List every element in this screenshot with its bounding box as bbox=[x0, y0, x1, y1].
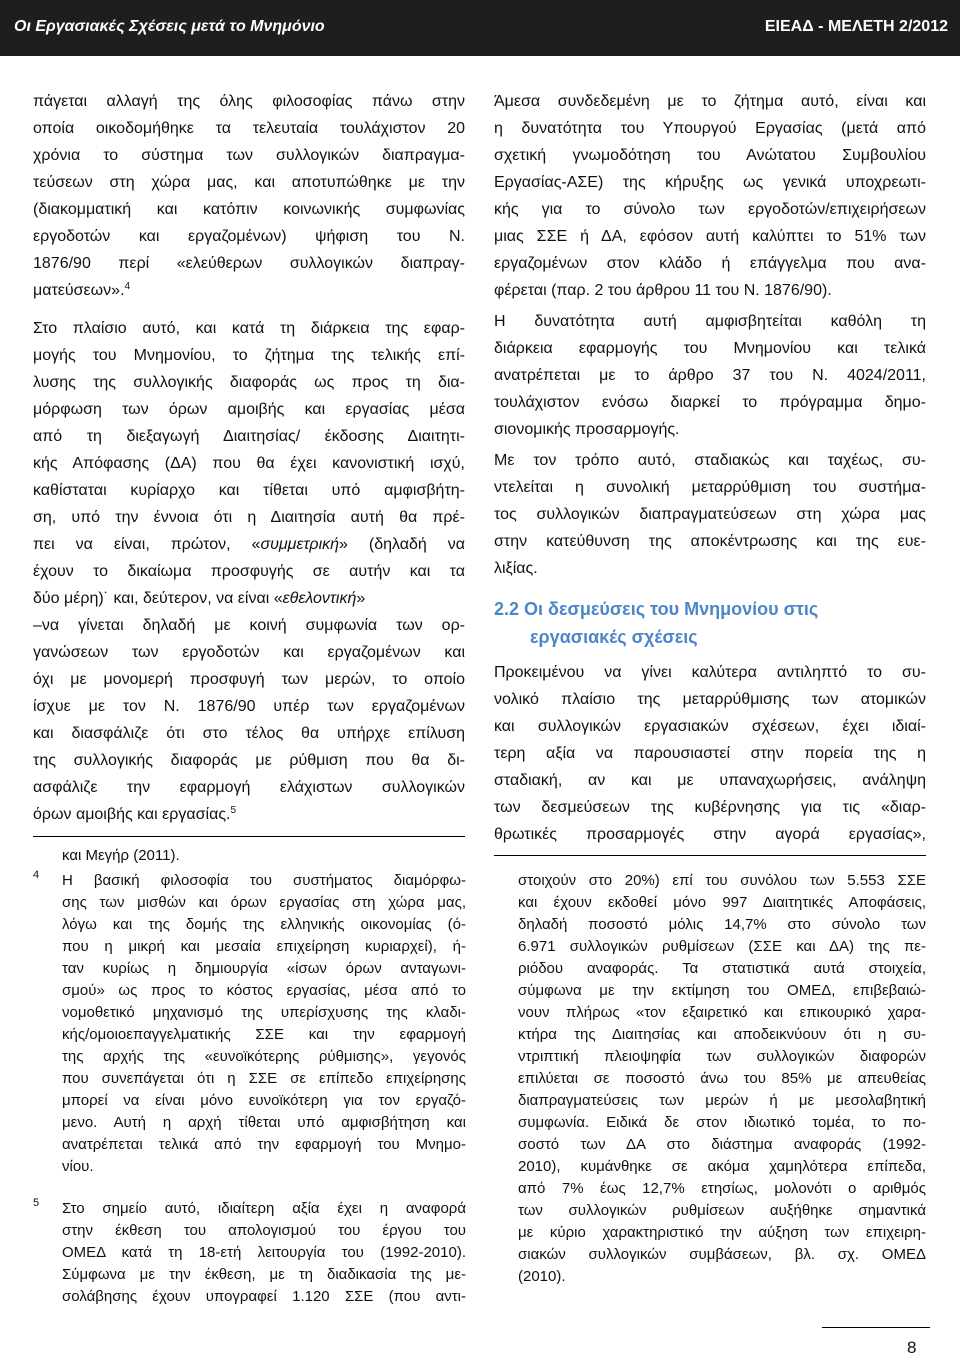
body-line: καθίσταται κυρίαρχο και τίθεται υπό αμφισβήτη- bbox=[33, 482, 465, 499]
body-line: από τη διεξαγωγή Διαιτησίας/ έκδοσης Διαιτητι- bbox=[33, 428, 465, 445]
body-line: πάγεται αλλαγή της όλης φιλοσοφίας πάνω στην bbox=[33, 93, 465, 110]
footnote-line: και έχουν εκδοθεί μόνο 997 Διαιτητικές Αποφάσεις, bbox=[518, 894, 926, 911]
footnote-line: Στο σημείο αυτό, ιδιαίτερη αξία έχει η αναφορά bbox=[62, 1200, 466, 1217]
footnote-line: ριόδου αναφοράς. Τα στατιστικά αυτά στοιχεία, bbox=[518, 960, 926, 977]
body-line: –να γίνεται δηλαδή με κοινή συμφωνία των ορ- bbox=[33, 617, 465, 634]
body-line: ανατρέπεται με το άρθρο 37 του Ν. 4024/2011, bbox=[494, 367, 926, 384]
body-line: λυσης της συλλογικής διαφοράς ως προς τη δια- bbox=[33, 374, 465, 391]
body-line: 1876/90 περί «ελεύθερων συλλογικών διαπραγ- bbox=[33, 255, 465, 272]
footnote-line: που συνεπάγεται ότι η ΣΣΕ σε επίπεδο επιχείρησης bbox=[62, 1070, 466, 1087]
body-line: γανώσεων των εργοδοτών και εργαζομένων και bbox=[33, 644, 465, 661]
footnote-line: σολάβησης έχουν υπογραφεί 1.120 ΣΣΕ (που αντι- bbox=[62, 1288, 466, 1305]
footnote-line: σιακών συλλογικών συμβάσεων, βλ. σχ. ΟΜΕΔ bbox=[518, 1246, 926, 1263]
footnote-line: διαπραγματεύσεις των μερών ή με μεσολαβητική bbox=[518, 1092, 926, 1109]
body-line: έχουν το δικαίωμα προσφυγής σε αυτήν και τα bbox=[33, 563, 465, 580]
body-line: χρόνια το σύστημα των συλλογικών διαπραγμα- bbox=[33, 147, 465, 164]
body-line: τος συλλογικών διαπραγματεύσεων στη χώρα μας bbox=[494, 506, 926, 523]
body-line: στην κατεύθυνση της αποκέντρωσης και της ευε- bbox=[494, 533, 926, 550]
body-line: μιας ΣΣΕ ή ΔΑ, εφόσον αυτή καλύπτει το 51% των bbox=[494, 228, 926, 245]
body-line: ασφάλιζε την εφαρμογή ελάχιστων συλλογικών bbox=[33, 779, 465, 796]
body-line: σιονομικής προσαρμογής. bbox=[494, 421, 680, 438]
body-line: μογής του Μνημονίου, το ζήτημα της τελικής επί- bbox=[33, 347, 465, 364]
body-line: διάρκεια εφαρμογής του Μνημονίου και τελικά bbox=[494, 340, 926, 357]
body-line: και συλλογικών εργασιακών σχέσεων, έχει ιδιαί- bbox=[494, 718, 926, 735]
footnote-line: με κύριο χαρακτηριστικό την αύξηση των επιχειρη- bbox=[518, 1224, 926, 1241]
footnote-line: κτήρα της Διαιτησίας και αποδεικνύουν ότι η συ- bbox=[518, 1026, 926, 1043]
footnote-line: νομοθετικό μηχανισμό της υπερίσχυσης της κλαδι- bbox=[62, 1004, 466, 1021]
footnote-line: στοιχούν στο 20%) επί του συνόλου των 5.553 ΣΣΕ bbox=[518, 872, 926, 889]
body-line: εργοδοτών και εργαζομένων) ψήφιση του Ν. bbox=[33, 228, 465, 245]
body-line: εργαζομένων στον κλάδο ή επάγγελμα που ανα- bbox=[494, 255, 926, 272]
body-line: σχετική γνωμοδότηση του Ανώτατου Συμβουλίου bbox=[494, 147, 926, 164]
body-line: και διασφάλιζε ότι στο τέλος θα υπήρχε επίλυση bbox=[33, 725, 465, 742]
section-heading-line2: εργασιακές σχέσεις bbox=[530, 627, 698, 647]
running-header bbox=[0, 0, 960, 56]
footnote-ref-4[interactable]: 4 bbox=[124, 281, 131, 292]
footnote-line: ταν κυρίως η δημιουργία «ίσων όρων ανταγωνι- bbox=[62, 960, 466, 977]
page-number-rule bbox=[822, 1327, 930, 1328]
body-line: φέρεται (παρ. 2 του άρθρου 11 του Ν. 1876/90). bbox=[494, 282, 832, 299]
footnote-line: 6.971 συλλογικών ρυθμίσεων (ΣΣΕ και ΔΑ) της πε- bbox=[518, 938, 926, 955]
body-line: μόρφωση των όρων αμοιβής και εργασίας μέσα bbox=[33, 401, 465, 418]
header-study-label: ΕΙΕΑΔ - ΜΕΛΕΤΗ 2/2012 bbox=[764, 18, 948, 35]
body-line: Εργασίας-ΑΣΕ) της κήρυξης ως γενικά υποχρεωτι- bbox=[494, 174, 926, 191]
footnote-separator bbox=[33, 836, 465, 837]
footnote-separator bbox=[494, 855, 926, 856]
footnote-line: από 7% έως 12,7% ετησίως, μολονότι ο αριθμός bbox=[518, 1180, 926, 1197]
footnote-line: δηλαδή ποσοστό μόλις 14,7% στο σύνολο των bbox=[518, 916, 926, 933]
footnote-line: νουν πλήρως «τον εξαιρετικό και επικουρικό χαρα- bbox=[518, 1004, 926, 1021]
footnote-line: της αρχής της «ευνοϊκότερης ρύθμισης», γεγονός bbox=[62, 1048, 466, 1065]
section-heading: 2.2 Οι δεσμεύσεις του Μνημονίου στις bbox=[494, 599, 819, 619]
body-line: νολικό πλαίσιο της μεταρρύθμισης των ατομικών bbox=[494, 691, 926, 708]
emphasis-text: συμμετρική bbox=[260, 536, 340, 553]
footnote-line: νίου. bbox=[62, 1158, 94, 1175]
body-line: όχι με μονομερή προσφυγή των μερών, το οποίο bbox=[33, 671, 465, 688]
footnote-line: των συλλογικών ρυθμίσεων αυξήθηκε σημαντικά bbox=[518, 1202, 926, 1219]
body-line: η δυνατότητα του Υπουργού Εργασίας (μετά από bbox=[494, 120, 926, 137]
footnote-line: που η μικρή και μεσαία επιχείρηση κυριαρχεί), ή- bbox=[62, 938, 466, 955]
footnote-ref-5[interactable]: 5 bbox=[230, 805, 237, 816]
body-line: Στο πλαίσιο αυτό, και κατά τη διάρκεια της εφαρ- bbox=[33, 320, 465, 337]
body-line: Με τον τρόπο αυτό, σταδιακώς και ταχέως, συ- bbox=[494, 452, 926, 469]
body-line: πει να είναι, πρώτον, «συμμετρική» (δηλαδή να bbox=[33, 536, 466, 553]
emphasis-text: εθελοντική bbox=[282, 590, 357, 607]
footnote-line: μενο. Αυτή η αρχή τίθεται υπό αμφισβήτηση και bbox=[62, 1114, 466, 1131]
section-number: 2.2 bbox=[494, 599, 520, 619]
body-line: λιξίας. bbox=[494, 560, 538, 577]
body-line: τεύσεων στη χώρα μας, και αποτυπώθηκε με την bbox=[33, 174, 465, 191]
footnote-line: σης των μισθών και όρων εργασίας στη χώρα μας, bbox=[62, 894, 466, 911]
footnote-line: λόγω και της δομής της ελληνικής οικονομίας (ό- bbox=[62, 916, 466, 933]
footnote-line: Η βασική φιλοσοφία του συστήματος διαμόρφω- bbox=[62, 872, 466, 889]
body-line: των δεσμεύσεων της κυβέρνησης για τις «διαρ- bbox=[494, 799, 926, 816]
footnote-line: Σύμφωνα με την έκθεση, με τη διαδικασία της με- bbox=[62, 1266, 466, 1283]
body-line: κής για το σύνολο των εργοδοτών/επιχειρήσεων bbox=[494, 201, 926, 218]
body-line: σταδιακή, αν και με υπαναχωρήσεις, ανάληψη bbox=[494, 772, 926, 789]
body-line: ση, υπό την έννοια ότι η Διαιτησία αυτή θα πρέ- bbox=[33, 509, 465, 526]
body-line: θρωτικές προσαρμογές στην αγορά εργασίας», bbox=[494, 826, 926, 843]
footnote-line: μπορεί να είναι μόνο ευνοϊκότερη για τον εργαζό- bbox=[62, 1092, 466, 1109]
body-line: κής Απόφασης (ΔΑ) που θα έχει κανονιστική ισχύ, bbox=[33, 455, 465, 472]
body-line: τουλάχιστον ενόσω διαρκεί το πρόγραμμα δημο- bbox=[494, 394, 926, 411]
page-number: 8 bbox=[907, 1338, 917, 1357]
footnote-line: ΟΜΕΔ κατά τη 18-ετή λειτουργία του (1992-2010). bbox=[62, 1244, 466, 1261]
body-line: οποία οικοδομήθηκε τα τελευταία τουλάχιστον 20 bbox=[33, 120, 465, 137]
footnote-line: σμού» ως προς το κόστος εργασίας, μέσα από το bbox=[62, 982, 466, 999]
body-line: Προκειμένου να γίνει καλύτερα αντιληπτό το συ- bbox=[494, 664, 926, 681]
body-line: της συλλογικής διαφοράς με ρύθμιση που θα δι- bbox=[33, 752, 465, 769]
footnote-line: 2010), κυμάνθηκε σε ακόμα χαμηλότερα επίπεδα, bbox=[518, 1158, 926, 1175]
footnote-line: σύμφωνα με την εκτίμηση του ΟΜΕΔ, επιβεβαιώ- bbox=[518, 982, 926, 999]
body-line: όρων αμοιβής και εργασίας.$^5$ bbox=[33, 805, 237, 823]
footnote-line: σοστό των ΔΑ στο διάστημα αναφοράς (1992- bbox=[518, 1136, 926, 1153]
body-line: ντελείται η συνολική μεταρρύθμιση του συστήμα- bbox=[494, 479, 926, 496]
footnote-line: και Μεγήρ (2011). bbox=[62, 847, 180, 864]
body-line: δύο μέρη)˙ και, δεύτερον, να είναι «εθελοντική» bbox=[33, 590, 366, 607]
body-line: (διακομματική και κατόπιν κοινωνικής συμφωνίας bbox=[33, 201, 465, 218]
footnote-line: (2010). bbox=[518, 1268, 566, 1285]
footnote-line: κής/ομοιοεπαγγελματικής ΣΣΕ και την εφαρμογή bbox=[62, 1026, 466, 1043]
footnote-number: 5 bbox=[33, 1197, 40, 1209]
footnote-line: στην έκθεση του απολογισμού του έργου του bbox=[62, 1222, 466, 1239]
footnote-line: ντριπτική πλειοψηφία των συλλογικών διαφορών bbox=[518, 1048, 926, 1065]
footnote-line: επιλύεται σε ποσοστό άνω του 85% με απευθείας bbox=[518, 1070, 926, 1087]
body-line: Άμεσα συνδεδεμένη με το ζήτημα αυτό, είναι και bbox=[494, 93, 926, 110]
footnote-number: 4 bbox=[33, 869, 40, 881]
body-line: τερη αξία να παρουσιαστεί στην πορεία της η bbox=[494, 745, 926, 762]
header-title: Οι Εργασιακές Σχέσεις μετά το Μνημόνιο bbox=[14, 18, 325, 35]
footnote-line: συμφωνία. Ειδικά δε στον ιδιωτικό τομέα, το πο- bbox=[518, 1114, 926, 1131]
body-line: ματεύσεων».$^4$ bbox=[33, 281, 131, 299]
body-line: ίσχυε με τον Ν. 1876/90 υπέρ των εργαζομένων bbox=[33, 698, 465, 715]
footnote-line: ανατρέπεται τελικά από την εφαρμογή του Μνημο- bbox=[62, 1136, 466, 1153]
body-line: Η δυνατότητα αυτή αμφισβητείται καθόλη τη bbox=[494, 313, 926, 330]
